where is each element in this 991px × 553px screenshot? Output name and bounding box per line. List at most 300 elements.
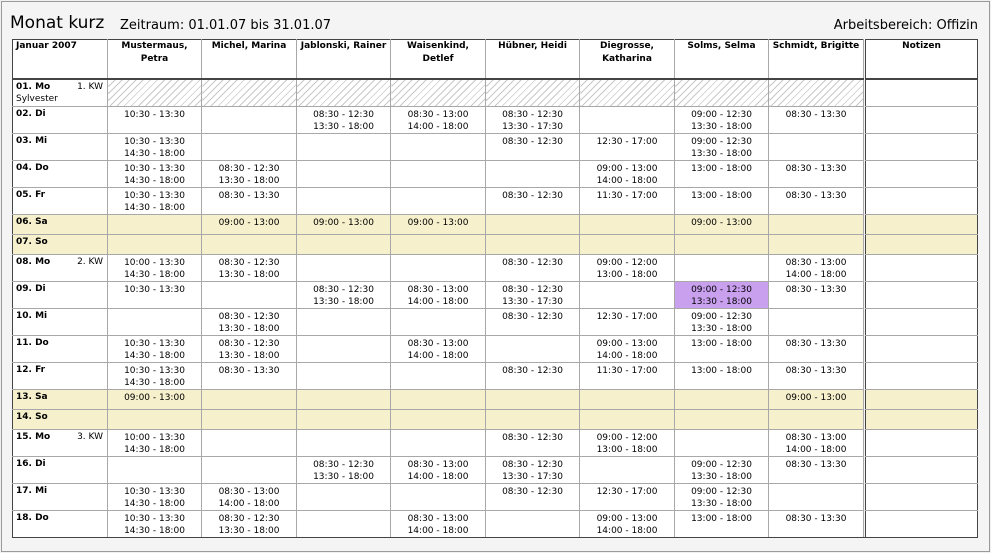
shift-cell[interactable] [675, 309, 769, 336]
shift-cell[interactable] [769, 134, 864, 161]
shift-cell[interactable] [202, 161, 297, 188]
shift-cell[interactable] [108, 188, 202, 215]
shift-time: 09:00 - 13:00 [596, 514, 658, 524]
shift-cell[interactable] [486, 107, 580, 134]
shift-cell[interactable] [675, 410, 769, 430]
shift-cell[interactable] [580, 134, 675, 161]
notes-cell[interactable] [866, 134, 978, 161]
employee-name-line-1: Schmidt, Brigitte [772, 41, 860, 51]
shift-cell[interactable] [580, 79, 675, 107]
notes-cell[interactable] [866, 161, 978, 188]
shift-cell[interactable] [769, 484, 864, 511]
period-label: Zeitraum: 01.01.07 bis 31.01.07 [120, 18, 332, 33]
shift-cell[interactable] [391, 134, 486, 161]
shift-cell[interactable] [108, 457, 202, 484]
shift-cell[interactable] [769, 363, 864, 390]
shift-cell[interactable] [675, 484, 769, 511]
shift-time: 08:30 - 13:30 [785, 366, 847, 376]
shift-cell[interactable] [391, 390, 486, 410]
shift-time: 14:00 - 18:00 [596, 526, 658, 536]
shift-cell[interactable] [486, 410, 580, 430]
shift-cell[interactable] [108, 336, 202, 363]
shift-time: 09:00 - 13:00 [596, 339, 658, 349]
shift-time: 13:30 - 18:00 [691, 297, 752, 307]
schedule-body [13, 79, 978, 538]
employee-header [202, 40, 297, 80]
employee-name-line-2: Petra [140, 54, 169, 64]
shift-time: 09:00 - 12:30 [691, 312, 752, 322]
shift-cell[interactable] [580, 188, 675, 215]
employee-name-line-1: Jablonski, Rainer [300, 41, 387, 51]
shift-cell[interactable] [580, 430, 675, 457]
day-label: 01. Mo [16, 82, 51, 92]
shift-cell[interactable] [675, 79, 769, 107]
shift-time: 13:30 - 18:00 [313, 472, 374, 482]
shift-cell[interactable] [297, 161, 391, 188]
shift-cell[interactable] [391, 336, 486, 363]
shift-cell[interactable] [297, 282, 391, 309]
notes-cell[interactable] [866, 107, 978, 134]
shift-time: 09:00 - 13:00 [218, 218, 280, 228]
shift-cell[interactable] [580, 410, 675, 430]
shift-time: 08:30 - 13:30 [785, 514, 847, 524]
shift-cell[interactable] [675, 134, 769, 161]
shift-cell[interactable] [202, 188, 297, 215]
shift-time: 13:00 - 18:00 [691, 366, 752, 376]
notes-cell[interactable] [866, 363, 978, 390]
notes-cell[interactable] [866, 79, 978, 107]
day-row [13, 107, 978, 134]
shift-cell[interactable] [486, 235, 580, 255]
shift-time: 13:30 - 18:00 [313, 122, 374, 132]
shift-cell[interactable] [486, 255, 580, 282]
shift-cell[interactable] [108, 255, 202, 282]
shift-time: 13:30 - 18:00 [691, 149, 752, 159]
shift-cell[interactable] [769, 107, 864, 134]
shift-cell[interactable] [486, 282, 580, 309]
day-label: 09. Di [16, 284, 46, 294]
day-cell [13, 430, 108, 457]
day-cell [13, 188, 108, 215]
shift-time: 08:30 - 12:30 [313, 285, 374, 295]
shift-cell[interactable] [486, 511, 580, 538]
shift-cell[interactable] [297, 235, 391, 255]
shift-time: 08:30 - 13:00 [785, 258, 847, 268]
notes-cell[interactable] [866, 215, 978, 235]
employee-name-line-1: Mustermaus, [121, 41, 188, 51]
day-row [13, 309, 978, 336]
shift-time: 08:30 - 12:30 [218, 164, 280, 174]
shift-cell[interactable] [391, 235, 486, 255]
shift-time: 08:30 - 12:30 [502, 191, 563, 201]
notes-cell[interactable] [866, 410, 978, 430]
shift-cell[interactable] [202, 410, 297, 430]
shift-cell[interactable] [769, 336, 864, 363]
shift-time: 08:30 - 12:30 [502, 312, 563, 322]
shift-cell[interactable] [108, 309, 202, 336]
day-cell [13, 161, 108, 188]
day-label: 10. Mi [16, 311, 48, 321]
shift-cell[interactable] [391, 255, 486, 282]
shift-time: 11:30 - 17:00 [596, 366, 658, 376]
notes-header: Notizen [866, 40, 978, 80]
shift-cell[interactable] [675, 457, 769, 484]
shift-cell[interactable] [202, 457, 297, 484]
employee-name-line-1: Michel, Marina [211, 41, 287, 51]
shift-cell[interactable] [769, 282, 864, 309]
shift-cell[interactable] [675, 282, 769, 309]
shift-time: 09:00 - 12:30 [691, 285, 752, 295]
shift-cell[interactable] [391, 410, 486, 430]
shift-time: 13:30 - 17:30 [502, 472, 563, 482]
shift-cell[interactable] [297, 410, 391, 430]
shift-cell[interactable] [202, 107, 297, 134]
shift-cell[interactable] [108, 390, 202, 410]
shift-time: 13:30 - 18:00 [691, 499, 752, 509]
shift-cell[interactable] [486, 309, 580, 336]
shift-time: 08:30 - 13:00 [407, 514, 469, 524]
shift-cell[interactable] [580, 235, 675, 255]
employee-header [580, 40, 675, 80]
shift-time: 13:30 - 18:00 [313, 297, 374, 307]
shift-cell[interactable] [391, 511, 486, 538]
shift-time: 09:00 - 13:00 [407, 218, 469, 228]
shift-time: 08:30 - 13:00 [407, 110, 469, 120]
shift-time: 08:30 - 13:00 [407, 339, 469, 349]
shift-time: 10:30 - 13:30 [124, 366, 185, 376]
notes-cell[interactable] [866, 511, 978, 538]
notes-cell[interactable] [866, 484, 978, 511]
shift-cell[interactable] [675, 188, 769, 215]
notes-cell[interactable] [866, 457, 978, 484]
shift-time: 10:30 - 13:30 [124, 487, 185, 497]
shift-cell[interactable] [580, 107, 675, 134]
day-cell [13, 235, 108, 255]
shift-time: 08:30 - 13:00 [407, 285, 469, 295]
shift-cell[interactable] [486, 134, 580, 161]
shift-time: 09:00 - 13:00 [124, 393, 185, 403]
notes-cell[interactable] [866, 235, 978, 255]
shift-cell[interactable] [297, 215, 391, 235]
employee-header [108, 40, 202, 80]
shift-cell[interactable] [580, 457, 675, 484]
shift-time: 12:30 - 17:00 [596, 487, 658, 497]
shift-cell[interactable] [769, 161, 864, 188]
shift-cell[interactable] [769, 457, 864, 484]
shift-cell[interactable] [391, 107, 486, 134]
shift-cell[interactable] [297, 457, 391, 484]
shift-cell[interactable] [580, 255, 675, 282]
shift-cell[interactable] [486, 457, 580, 484]
shift-cell[interactable] [580, 336, 675, 363]
shift-time: 08:30 - 13:30 [785, 191, 847, 201]
shift-cell[interactable] [108, 484, 202, 511]
employee-name-line-1: Solms, Selma [687, 41, 756, 51]
shift-cell[interactable] [486, 363, 580, 390]
notes-cell[interactable] [866, 255, 978, 282]
shift-cell[interactable] [202, 430, 297, 457]
day-cell [13, 215, 108, 235]
shift-cell[interactable] [108, 134, 202, 161]
shift-cell[interactable] [391, 161, 486, 188]
employee-header [675, 40, 769, 80]
shift-cell[interactable] [580, 161, 675, 188]
day-row [13, 79, 978, 107]
shift-time: 08:30 - 12:30 [313, 460, 374, 470]
shift-cell[interactable] [202, 235, 297, 255]
shift-cell[interactable] [486, 430, 580, 457]
shift-cell[interactable] [486, 188, 580, 215]
day-label: 17. Mi [16, 486, 48, 496]
shift-time: 13:30 - 18:00 [218, 324, 280, 334]
shift-cell[interactable] [769, 511, 864, 538]
shift-cell[interactable] [675, 235, 769, 255]
shift-cell[interactable] [202, 282, 297, 309]
day-cell [13, 309, 108, 336]
shift-time: 09:00 - 12:30 [691, 487, 752, 497]
shift-cell[interactable] [580, 215, 675, 235]
shift-cell[interactable] [580, 309, 675, 336]
shift-cell[interactable] [297, 511, 391, 538]
day-row [13, 282, 978, 309]
shift-cell[interactable] [769, 430, 864, 457]
shift-time: 13:00 - 18:00 [691, 164, 752, 174]
shift-time: 14:00 - 18:00 [407, 122, 469, 132]
shift-cell[interactable] [108, 107, 202, 134]
shift-cell[interactable] [202, 215, 297, 235]
employee-name-line-1: Diegrosse, [600, 41, 654, 51]
shift-cell[interactable] [580, 390, 675, 410]
shift-cell[interactable] [391, 79, 486, 107]
shift-cell[interactable] [108, 511, 202, 538]
shift-cell[interactable] [297, 430, 391, 457]
notes-cell[interactable] [866, 336, 978, 363]
employee-header [297, 40, 391, 80]
day-label: 15. Mo [16, 432, 51, 442]
day-label: 14. So [16, 412, 48, 422]
shift-time: 08:30 - 13:30 [785, 339, 847, 349]
shift-cell[interactable] [202, 511, 297, 538]
shift-time: 14:00 - 18:00 [785, 270, 847, 280]
month-header: Januar 2007 [13, 40, 108, 80]
shift-time: 14:30 - 18:00 [124, 351, 185, 361]
shift-time: 08:30 - 12:30 [218, 258, 280, 268]
shift-cell[interactable] [297, 79, 391, 107]
shift-time: 13:00 - 18:00 [691, 514, 752, 524]
shift-time: 09:00 - 12:00 [596, 433, 658, 443]
shift-time: 10:30 - 13:30 [124, 514, 185, 524]
day-label: 08. Mo [16, 257, 51, 267]
shift-cell[interactable] [202, 79, 297, 107]
shift-cell[interactable] [580, 282, 675, 309]
shift-cell[interactable] [675, 161, 769, 188]
header-row [13, 40, 978, 80]
notes-cell[interactable] [866, 309, 978, 336]
day-row [13, 255, 978, 282]
day-row [13, 134, 978, 161]
day-cell [13, 457, 108, 484]
notes-cell[interactable] [866, 282, 978, 309]
day-cell [13, 336, 108, 363]
shift-cell[interactable] [297, 188, 391, 215]
shift-time: 08:30 - 13:00 [785, 433, 847, 443]
shift-time: 08:30 - 12:30 [502, 487, 563, 497]
day-row [13, 235, 978, 255]
shift-time: 08:30 - 13:00 [218, 487, 280, 497]
day-label: 05. Fr [16, 190, 46, 200]
shift-cell[interactable] [108, 410, 202, 430]
shift-cell[interactable] [675, 215, 769, 235]
shift-time: 14:00 - 18:00 [407, 472, 469, 482]
shift-time: 12:30 - 17:00 [596, 137, 658, 147]
shift-cell[interactable] [675, 430, 769, 457]
shift-time: 10:30 - 13:30 [124, 191, 185, 201]
shift-cell[interactable] [486, 390, 580, 410]
week-number-label: 1. KW [77, 82, 103, 92]
day-row [13, 363, 978, 390]
shift-cell[interactable] [297, 363, 391, 390]
shift-cell[interactable] [769, 79, 864, 107]
shift-cell[interactable] [297, 107, 391, 134]
shift-time: 13:30 - 18:00 [218, 526, 280, 536]
shift-cell[interactable] [486, 79, 580, 107]
shift-cell[interactable] [769, 390, 864, 410]
shift-time: 08:30 - 13:30 [218, 366, 280, 376]
shift-cell[interactable] [391, 430, 486, 457]
day-row [13, 410, 978, 430]
notes-cell[interactable] [866, 430, 978, 457]
shift-cell[interactable] [297, 134, 391, 161]
shift-time: 13:30 - 18:00 [218, 176, 280, 186]
shift-cell[interactable] [108, 79, 202, 107]
shift-time: 14:00 - 18:00 [407, 351, 469, 361]
shift-time: 08:30 - 12:30 [218, 339, 280, 349]
shift-time: 10:30 - 13:30 [124, 110, 185, 120]
shift-cell[interactable] [675, 107, 769, 134]
shift-cell[interactable] [297, 390, 391, 410]
shift-cell[interactable] [297, 484, 391, 511]
notes-cell[interactable] [866, 390, 978, 410]
shift-cell[interactable] [202, 363, 297, 390]
shift-time: 08:30 - 13:30 [785, 285, 847, 295]
shift-time: 09:00 - 13:00 [313, 218, 374, 228]
day-cell [13, 282, 108, 309]
shift-cell[interactable] [486, 336, 580, 363]
shift-cell[interactable] [202, 134, 297, 161]
shift-cell[interactable] [675, 511, 769, 538]
shift-cell[interactable] [580, 484, 675, 511]
report-title: Monat kurz [10, 13, 105, 33]
shift-time: 13:00 - 18:00 [691, 339, 752, 349]
shift-cell[interactable] [769, 309, 864, 336]
shift-time: 11:30 - 17:00 [596, 191, 658, 201]
shift-cell[interactable] [675, 363, 769, 390]
shift-cell[interactable] [108, 363, 202, 390]
shift-time: 08:30 - 12:30 [313, 110, 374, 120]
shift-cell[interactable] [769, 215, 864, 235]
shift-time: 14:30 - 18:00 [124, 526, 185, 536]
shift-cell[interactable] [486, 161, 580, 188]
shift-time: 10:30 - 13:30 [124, 137, 185, 147]
shift-cell[interactable] [108, 282, 202, 309]
day-row [13, 336, 978, 363]
day-label: 18. Do [16, 513, 49, 523]
shift-time: 08:30 - 12:30 [218, 514, 280, 524]
shift-cell[interactable] [769, 410, 864, 430]
shift-time: 13:30 - 18:00 [691, 324, 752, 334]
shift-time: 13:00 - 18:00 [596, 445, 658, 455]
shift-cell[interactable] [675, 255, 769, 282]
shift-cell[interactable] [769, 235, 864, 255]
employee-header [391, 40, 486, 80]
shift-cell[interactable] [675, 390, 769, 410]
shift-cell[interactable] [391, 282, 486, 309]
shift-cell[interactable] [108, 161, 202, 188]
day-row [13, 484, 978, 511]
day-cell [13, 255, 108, 282]
day-label: 04. Do [16, 163, 49, 173]
shift-cell[interactable] [769, 188, 864, 215]
shift-time: 08:30 - 12:30 [502, 366, 563, 376]
day-row [13, 511, 978, 538]
shift-cell[interactable] [675, 336, 769, 363]
day-row [13, 457, 978, 484]
shift-cell[interactable] [580, 511, 675, 538]
shift-cell[interactable] [108, 430, 202, 457]
day-label: 16. Di [16, 459, 46, 469]
shift-cell[interactable] [391, 457, 486, 484]
shift-cell[interactable] [486, 215, 580, 235]
shift-cell[interactable] [580, 363, 675, 390]
shift-time: 14:00 - 18:00 [407, 297, 469, 307]
employee-header [486, 40, 580, 80]
shift-cell[interactable] [391, 188, 486, 215]
shift-cell[interactable] [391, 309, 486, 336]
shift-cell[interactable] [108, 215, 202, 235]
shift-cell[interactable] [391, 484, 486, 511]
shift-cell[interactable] [769, 255, 864, 282]
shift-time: 09:00 - 12:30 [691, 110, 752, 120]
shift-time: 09:00 - 13:00 [596, 164, 658, 174]
shift-cell[interactable] [391, 363, 486, 390]
shift-cell[interactable] [486, 484, 580, 511]
shift-cell[interactable] [202, 255, 297, 282]
shift-cell[interactable] [202, 336, 297, 363]
shift-cell[interactable] [202, 484, 297, 511]
notes-cell[interactable] [866, 188, 978, 215]
shift-cell[interactable] [297, 336, 391, 363]
day-cell [13, 410, 108, 430]
week-number-label: 2. KW [77, 257, 103, 267]
shift-cell[interactable] [297, 309, 391, 336]
day-row [13, 390, 978, 410]
shift-cell[interactable] [202, 390, 297, 410]
shift-time: 08:30 - 12:30 [502, 258, 563, 268]
day-label: 11. Do [16, 338, 49, 348]
day-row [13, 430, 978, 457]
shift-cell[interactable] [391, 215, 486, 235]
shift-time: 14:00 - 18:00 [596, 176, 658, 186]
shift-cell[interactable] [202, 309, 297, 336]
employee-header [769, 40, 864, 80]
shift-time: 08:30 - 13:00 [407, 460, 469, 470]
shift-cell[interactable] [108, 235, 202, 255]
schedule-table [12, 39, 978, 538]
shift-time: 08:30 - 12:30 [502, 110, 563, 120]
week-number-label: 3. KW [77, 432, 103, 442]
shift-cell[interactable] [297, 255, 391, 282]
shift-time: 08:30 - 13:30 [218, 191, 280, 201]
